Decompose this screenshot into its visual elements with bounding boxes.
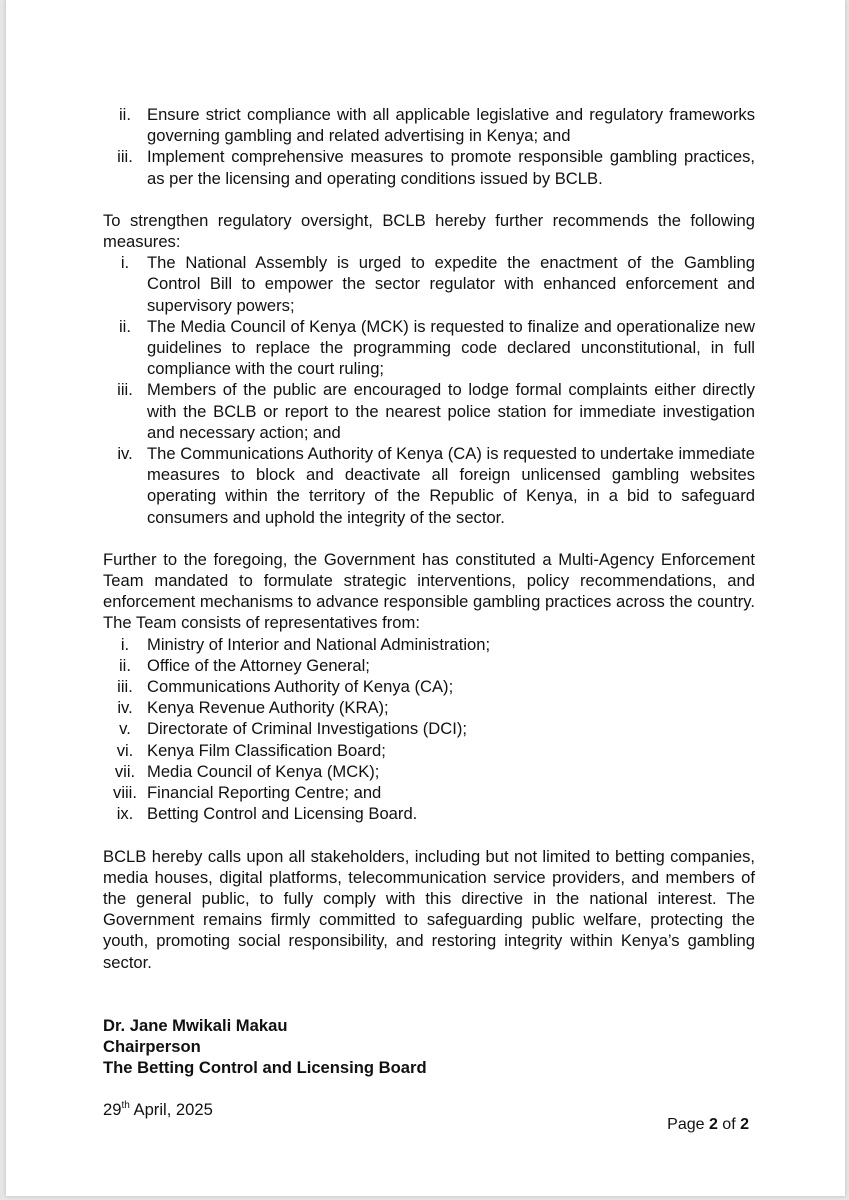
list-item — [103, 718, 755, 739]
list-number: iii. — [117, 147, 133, 167]
date-day: 29 — [103, 1100, 122, 1120]
list-item — [103, 443, 755, 528]
document-page — [6, 0, 845, 1196]
list-text: The Communications Authority of Kenya (CA) is requested to undertake immediate measures to block and deactivate all foreign unlicensed gambling websites operating within the territory of the Republic of Kenya, in a bid to safeguard consumers and uphold the integrity of the sector. — [147, 444, 755, 527]
list-number: i. — [120, 253, 130, 273]
list-number: viii. — [113, 783, 137, 803]
list-number: iv. — [117, 444, 133, 464]
list-text: Media Council of Kenya (MCK); — [147, 761, 380, 781]
list-text: Betting Control and Licensing Board. — [147, 804, 418, 824]
recommendations-intro: To strengthen regulatory oversight, BCLB hereby further recommends the following measures: — [103, 210, 755, 252]
signatory-organization: The Betting Control and Licensing Board — [103, 1058, 427, 1078]
list-number: ii. — [119, 105, 131, 124]
list-number: iii. — [117, 380, 133, 400]
list-item — [103, 634, 755, 655]
signatory-name: Dr. Jane Mwikali Makau — [103, 1015, 288, 1035]
list-item — [103, 803, 755, 824]
date-suffix: th — [121, 1100, 130, 1112]
signature-block — [103, 1015, 755, 1079]
document-body — [103, 104, 755, 1121]
list-item — [103, 676, 755, 697]
list-item — [103, 146, 755, 188]
page-total: 2 — [740, 1116, 749, 1133]
list-number: ix. — [116, 804, 134, 824]
page-current: 2 — [708, 1116, 718, 1133]
list-number: vi. — [116, 740, 134, 760]
list-item — [103, 104, 755, 146]
list-text: Ensure strict compliance with all applicable legislative and regulatory frameworks governing gambling and related advertising in Kenya; and — [147, 105, 755, 146]
list-text: Members of the public are encouraged to lodge formal complaints either directly with the BCLB or report to the nearest police station for immediate investigation and necessary action; and — [147, 380, 755, 442]
list-number: ii. — [119, 316, 131, 336]
list-item — [103, 782, 755, 803]
list-text: Financial Reporting Centre; and — [147, 783, 382, 803]
stakeholders-call-paragraph: BCLB hereby calls upon all stakeholders, including but not limited to betting companies, media houses, digital platforms, telecommunication service providers, and members of the general public, to fully comply with this directive in the national interest. The Government remains firmly committed to safeguarding public welfare, protecting the youth, promoting social responsibility, and restoring integrity within Kenya’s gambling sector. — [103, 846, 755, 972]
recommendations-list — [103, 252, 755, 528]
list-number: v. — [119, 719, 131, 739]
list-text: Kenya Revenue Authority (KRA); — [147, 698, 389, 718]
list-item — [103, 316, 755, 380]
list-item — [103, 252, 755, 316]
compliance-list — [103, 104, 755, 189]
list-text: Ministry of Interior and National Administration; — [147, 634, 491, 654]
list-number: iv. — [117, 698, 133, 718]
list-text: Communications Authority of Kenya (CA); — [147, 677, 454, 697]
list-number: i. — [120, 634, 130, 654]
list-text: Office of the Attorney General; — [147, 655, 370, 675]
list-item — [103, 761, 755, 782]
list-item — [103, 379, 755, 443]
list-text: The Media Council of Kenya (MCK) is requested to finalize and operationalize new guidelines to replace the programming code declared unconstitutional, in full compliance with the court ruling; — [147, 316, 755, 379]
list-text: Kenya Film Classification Board; — [147, 740, 386, 760]
page-number: Page 2 of 2 — [667, 1116, 749, 1133]
date-rest: April, 2025 — [129, 1100, 213, 1120]
agencies-list — [103, 634, 755, 825]
list-text: The National Assembly is urged to expedite the enactment of the Gambling Control Bill to empower the sector regulator with enhanced enforcement and supervisory powers; — [147, 253, 755, 315]
list-number: iii. — [117, 677, 133, 697]
list-item — [103, 655, 755, 676]
list-item — [103, 697, 755, 718]
signatory-title: Chairperson — [103, 1036, 201, 1056]
enforcement-team-intro: Further to the foregoing, the Government has constituted a Multi-Agency Enforcement Team mandated to formulate strategic interventions, policy recommendations, and enforcement mechanisms to advance responsible gambling practices across the country. The Team consists of representatives from: — [103, 549, 755, 633]
list-item — [103, 740, 755, 761]
list-number: vii. — [114, 761, 136, 781]
list-text: Directorate of Criminal Investigations (DCI); — [147, 719, 467, 739]
list-number: ii. — [119, 655, 131, 675]
list-text: Implement comprehensive measures to promote responsible gambling practices, as per the licensing and operating conditions issued by BCLB. — [147, 147, 755, 188]
